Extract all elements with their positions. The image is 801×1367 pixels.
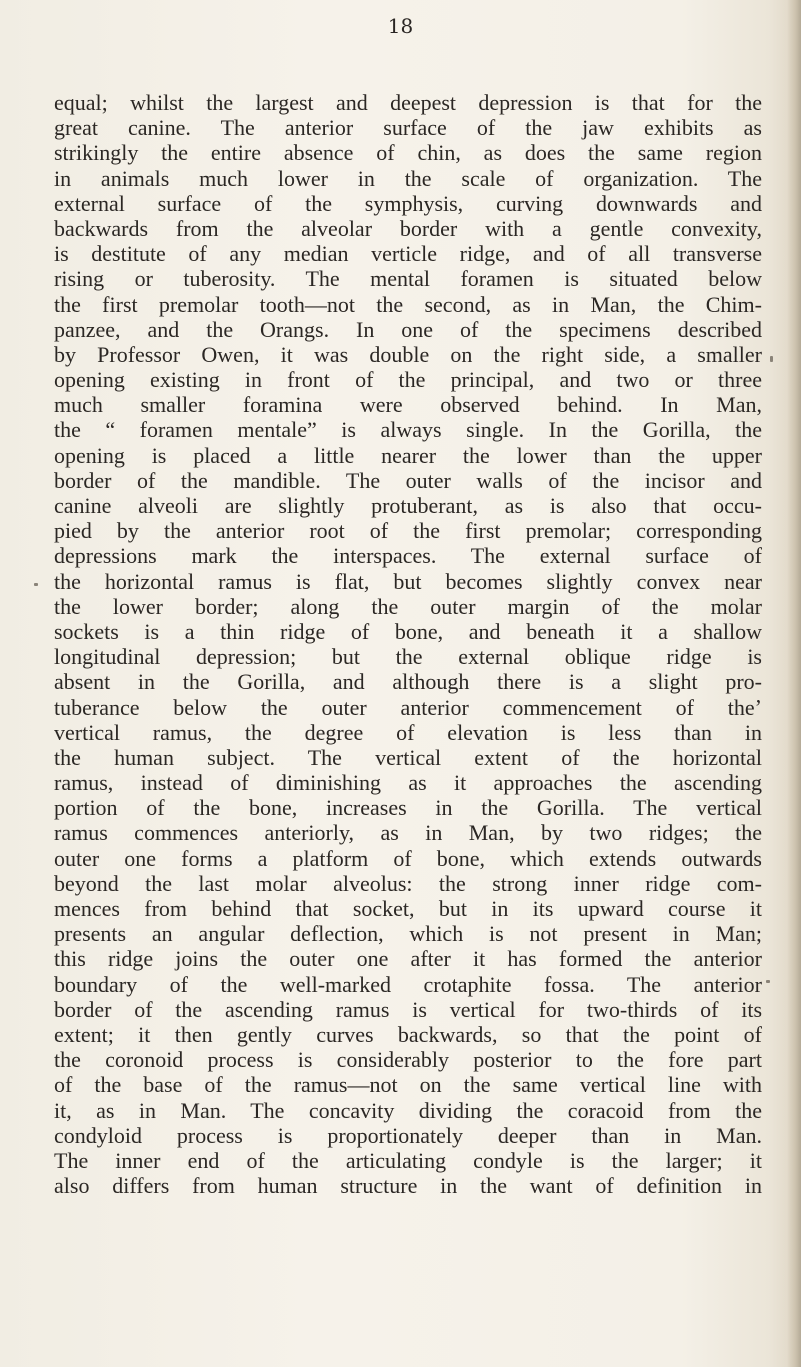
text-line: by Professor Owen, it was double on the right side, a smaller [54,341,762,367]
text-line: depressions mark the interspaces. The external surface of [54,543,762,569]
text-line: strikingly the entire absence of chin, as does the same region [54,140,762,166]
text-line: sockets is a thin ridge of bone, and beneath it a shallow [54,618,762,644]
text-line: opening existing in front of the principal, and two or three [54,367,762,393]
text-line: the human subject. The vertical extent of the horizontal [54,744,762,770]
text-line: of the base of the ramus—not on the same vertical line with [54,1072,762,1098]
text-line: canine alveoli are slightly protuberant, as is also that occu- [54,493,762,518]
text-line: extent; it then gently curves backwards, so that the point of [54,1021,762,1047]
text-line: condyloid process is proportionately deeper than in Man. [54,1122,762,1148]
text-line: mences from behind that socket, but in its upward course it [54,896,762,921]
page-number: 18 [387,14,414,38]
text-line: presents an angular deflection, which is not present in Man; [54,921,762,947]
margin-mark [770,356,773,362]
text-line: external surface of the symphysis, curving downwards and [54,190,762,216]
text-line: tuberance below the outer anterior commencement of theʼ [54,694,762,720]
text-line: portion of the bone, increases in the Gorilla. The vertical [54,795,762,821]
text-line: the coronoid process is considerably posterior to the fore part [54,1047,762,1073]
text-line: also differs from human structure in the want of definition in [54,1173,762,1199]
text-line: opening is placed a little nearer the lower than the upper [54,442,762,468]
text-line: absent in the Gorilla, and although there is a slight pro- [54,669,762,695]
text-line: ramus, instead of diminishing as it approaches the ascending [54,770,762,796]
text-line: equal; whilst the largest and deepest depression is that for the [54,90,762,115]
text-line: backwards from the alveolar border with a gentle convexity, [54,215,762,241]
text-line: much smaller foramina were observed behind. In Man, [54,392,762,418]
text-line: the first premolar tooth—not the second, as in Man, the Chim- [54,291,762,317]
margin-mark [34,583,38,586]
text-line: border of the ascending ramus is vertical for two-thirds of its [54,996,762,1022]
text-line: beyond the last molar alveolus: the strong inner ridge com- [54,870,762,896]
text-line: border of the mandible. The outer walls of the incisor and [54,467,762,493]
text-line: this ridge joins the outer one after it has formed the anterior [54,946,762,972]
text-line: the horizontal ramus is flat, but becomes slightly convex near [54,568,762,594]
text-line: in animals much lower in the scale of organization. The [54,165,762,191]
margin-mark [766,980,770,983]
text-line: boundary of the well-marked crotaphite fossa. The anterior [54,971,762,997]
body-text [54,90,762,1198]
text-line: outer one forms a platform of bone, which extends outwards [54,845,762,871]
text-line: the “ foramen mentale” is always single. In the Gorilla, the [54,417,762,443]
text-line: rising or tuberosity. The mental foramen is situated below [54,266,762,292]
text-line: The inner end of the articulating condyle is the larger; it [54,1147,762,1173]
text-line: vertical ramus, the degree of elevation is less than in [54,719,762,745]
text-line: is destitute of any median verticle ridge, and of all transverse [54,241,762,267]
text-line: ramus commences anteriorly, as in Man, by two ridges; the [54,820,762,846]
text-line: longitudinal depression; but the external oblique ridge is [54,644,762,670]
text-line: pied by the anterior root of the first premolar; corresponding [54,518,762,544]
text-line: the lower border; along the outer margin of the molar [54,593,762,619]
text-line: it, as in Man. The concavity dividing the coracoid from the [54,1097,762,1123]
text-line: great canine. The anterior surface of the jaw exhibits as [54,115,762,141]
page-edge-shadow [787,0,801,1367]
text-line: panzee, and the Orangs. In one of the specimens described [54,316,762,342]
